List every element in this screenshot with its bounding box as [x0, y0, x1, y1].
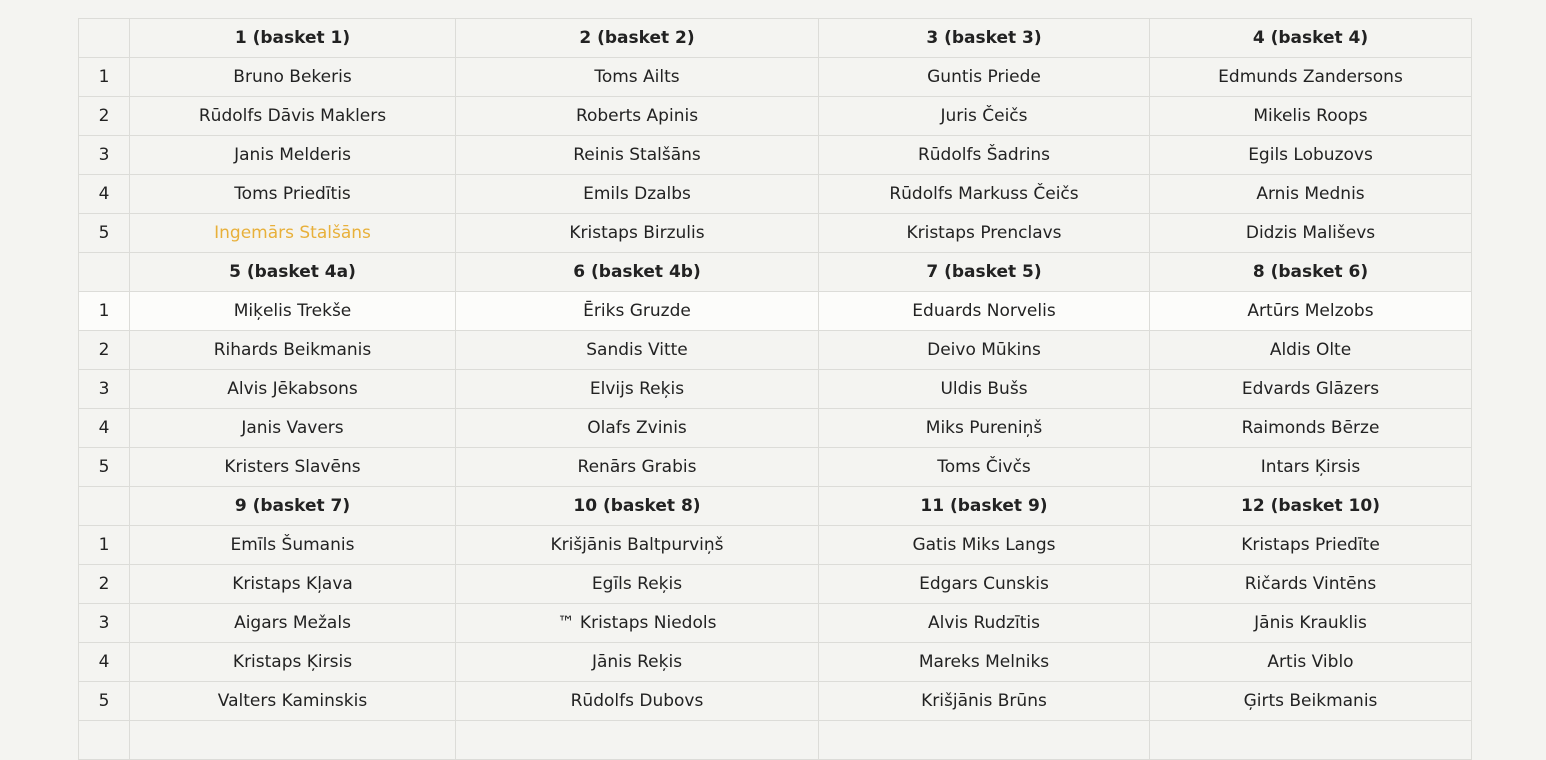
player-cell: Rūdolfs Dubovs — [456, 682, 819, 721]
player-cell: ™ Kristaps Niedols — [456, 604, 819, 643]
table-row — [79, 175, 1472, 214]
basket-table-body — [79, 19, 1472, 760]
player-cell: Aldis Olte — [1150, 331, 1472, 370]
rank-cell: 1 — [79, 292, 130, 331]
player-cell: Olafs Zvinis — [456, 409, 819, 448]
table-row — [79, 565, 1472, 604]
player-cell: Valters Kaminskis — [130, 682, 456, 721]
player-cell: Edgars Cunskis — [819, 565, 1150, 604]
player-cell: Didzis Mališevs — [1150, 214, 1472, 253]
rank-cell: 5 — [79, 214, 130, 253]
header-rank-cell — [79, 19, 130, 58]
player-cell: Eduards Norvelis — [819, 292, 1150, 331]
group-header-cell: 7 (basket 5) — [819, 253, 1150, 292]
table-row — [79, 136, 1472, 175]
group-header-row — [79, 487, 1472, 526]
player-cell: Ēriks Gruzde — [456, 292, 819, 331]
header-rank-cell — [79, 487, 130, 526]
player-cell: Jānis Krauklis — [1150, 604, 1472, 643]
rank-cell: 3 — [79, 604, 130, 643]
player-cell: Intars Ķirsis — [1150, 448, 1472, 487]
player-cell: Rūdolfs Šadrins — [819, 136, 1150, 175]
group-header-cell: 8 (basket 6) — [1150, 253, 1472, 292]
group-header-cell: 10 (basket 8) — [456, 487, 819, 526]
group-header-cell: 6 (basket 4b) — [456, 253, 819, 292]
rank-cell: 2 — [79, 331, 130, 370]
rank-cell: 1 — [79, 526, 130, 565]
player-cell: Guntis Priede — [819, 58, 1150, 97]
empty-cell — [79, 721, 130, 760]
group-header-cell: 12 (basket 10) — [1150, 487, 1472, 526]
player-cell: Kristaps Birzulis — [456, 214, 819, 253]
empty-cell — [819, 721, 1150, 760]
player-cell: Kristaps Prenclavs — [819, 214, 1150, 253]
player-cell: Edvards Glāzers — [1150, 370, 1472, 409]
player-cell: Rihards Beikmanis — [130, 331, 456, 370]
player-cell: Krišjānis Baltpurviņš — [456, 526, 819, 565]
player-cell: Reinis Stalšāns — [456, 136, 819, 175]
player-cell: Artis Viblo — [1150, 643, 1472, 682]
player-cell: Elvijs Reķis — [456, 370, 819, 409]
player-cell: Janis Melderis — [130, 136, 456, 175]
table-row — [79, 448, 1472, 487]
table-row — [79, 604, 1472, 643]
player-cell: Gatis Miks Langs — [819, 526, 1150, 565]
player-cell: Bruno Bekeris — [130, 58, 456, 97]
header-rank-cell — [79, 253, 130, 292]
rank-cell: 4 — [79, 643, 130, 682]
table-row — [79, 409, 1472, 448]
rank-cell: 4 — [79, 175, 130, 214]
player-cell: Uldis Bušs — [819, 370, 1150, 409]
player-cell: Alvis Jēkabsons — [130, 370, 456, 409]
player-cell: Edmunds Zandersons — [1150, 58, 1472, 97]
player-cell: Alvis Rudzītis — [819, 604, 1150, 643]
rank-cell: 5 — [79, 682, 130, 721]
group-header-cell: 4 (basket 4) — [1150, 19, 1472, 58]
rank-cell: 5 — [79, 448, 130, 487]
player-cell: Arnis Mednis — [1150, 175, 1472, 214]
table-row — [79, 682, 1472, 721]
rank-cell: 3 — [79, 136, 130, 175]
player-cell: Egīls Reķis — [456, 565, 819, 604]
table-row — [79, 58, 1472, 97]
player-cell: Miķelis Trekše — [130, 292, 456, 331]
table-row — [79, 214, 1472, 253]
basket-table-container — [78, 18, 1471, 760]
empty-cell — [456, 721, 819, 760]
rank-cell: 1 — [79, 58, 130, 97]
player-link[interactable]: Ingemārs Stalšāns — [130, 214, 456, 253]
group-header-cell: 11 (basket 9) — [819, 487, 1150, 526]
group-header-cell: 9 (basket 7) — [130, 487, 456, 526]
group-header-row — [79, 253, 1472, 292]
player-cell: Emils Dzalbs — [456, 175, 819, 214]
player-cell: Ričards Vintēns — [1150, 565, 1472, 604]
table-row-partial — [79, 721, 1472, 760]
group-header-cell: 3 (basket 3) — [819, 19, 1150, 58]
group-header-row — [79, 19, 1472, 58]
player-cell: Jānis Reķis — [456, 643, 819, 682]
group-header-cell: 5 (basket 4a) — [130, 253, 456, 292]
player-cell: Emīls Šumanis — [130, 526, 456, 565]
player-cell: Rūdolfs Dāvis Maklers — [130, 97, 456, 136]
player-cell: Deivo Mūkins — [819, 331, 1150, 370]
player-cell: Toms Ailts — [456, 58, 819, 97]
player-cell: Artūrs Melzobs — [1150, 292, 1472, 331]
rank-cell: 2 — [79, 565, 130, 604]
player-cell: Toms Čivčs — [819, 448, 1150, 487]
group-header-cell: 2 (basket 2) — [456, 19, 819, 58]
table-row — [79, 292, 1472, 331]
player-cell: Egils Lobuzovs — [1150, 136, 1472, 175]
table-row — [79, 526, 1472, 565]
player-cell: Kristaps Priedīte — [1150, 526, 1472, 565]
table-row — [79, 643, 1472, 682]
player-cell: Renārs Grabis — [456, 448, 819, 487]
player-cell: Kristaps Kļava — [130, 565, 456, 604]
player-cell: Miks Pureniņš — [819, 409, 1150, 448]
player-cell: Rūdolfs Markuss Čeičs — [819, 175, 1150, 214]
group-header-cell: 1 (basket 1) — [130, 19, 456, 58]
player-cell: Juris Čeičs — [819, 97, 1150, 136]
player-cell: Toms Priedītis — [130, 175, 456, 214]
player-cell: Janis Vavers — [130, 409, 456, 448]
player-cell: Aigars Mežals — [130, 604, 456, 643]
rank-cell: 4 — [79, 409, 130, 448]
empty-cell — [130, 721, 456, 760]
player-cell: Ģirts Beikmanis — [1150, 682, 1472, 721]
player-cell: Kristers Slavēns — [130, 448, 456, 487]
player-cell: Raimonds Bērze — [1150, 409, 1472, 448]
empty-cell — [1150, 721, 1472, 760]
basket-table — [78, 18, 1472, 760]
player-cell: Mikelis Roops — [1150, 97, 1472, 136]
player-cell: Roberts Apinis — [456, 97, 819, 136]
rank-cell: 2 — [79, 97, 130, 136]
player-cell: Sandis Vitte — [456, 331, 819, 370]
player-cell: Krišjānis Brūns — [819, 682, 1150, 721]
table-row — [79, 331, 1472, 370]
table-row — [79, 97, 1472, 136]
rank-cell: 3 — [79, 370, 130, 409]
player-cell: Kristaps Ķirsis — [130, 643, 456, 682]
table-row — [79, 370, 1472, 409]
player-cell: Mareks Melniks — [819, 643, 1150, 682]
